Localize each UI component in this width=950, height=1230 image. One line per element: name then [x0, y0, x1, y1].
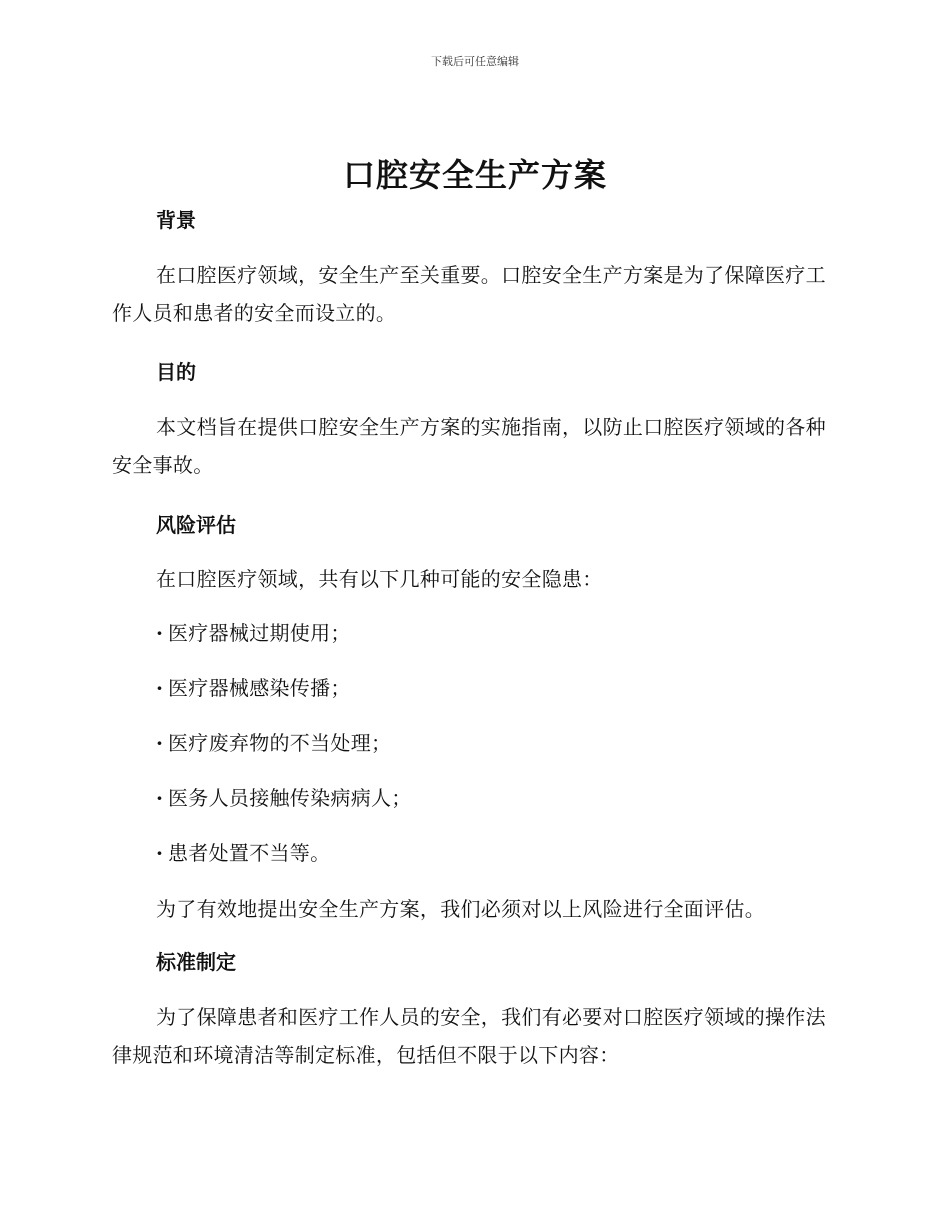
- list-item-text: 医疗废弃物的不当处理；: [168, 731, 392, 755]
- list-item: [156, 675, 351, 701]
- paragraph-background: 在口腔医疗领域，安全生产至关重要。口腔安全生产方案是为了保障医疗工作人员和患者的安全而设立的。: [112, 263, 826, 325]
- bullet-mark: ·: [156, 676, 164, 700]
- list-item-text: 医疗器械过期使用；: [168, 621, 351, 645]
- list-item-text: 患者处置不当等。: [168, 841, 331, 865]
- list-item: [156, 730, 391, 756]
- list-item: [156, 620, 351, 646]
- heading-purpose: 目的: [156, 360, 196, 384]
- heading-background: 背景: [156, 208, 196, 232]
- paragraph-risk-intro: 在口腔医疗领域，共有以下几种可能的安全隐患：: [156, 567, 603, 591]
- paragraph-purpose: 本文档旨在提供口腔安全生产方案的实施指南，以防止口腔医疗领域的各种安全事故。: [112, 415, 826, 477]
- list-item-text: 医务人员接触传染病病人；: [168, 786, 412, 810]
- list-item-text: 医疗器械感染传播；: [168, 676, 351, 700]
- list-item: [156, 785, 412, 811]
- header-note: 下载后可任意编辑: [431, 55, 519, 68]
- heading-standards: 标准制定: [156, 950, 236, 974]
- paragraph-risk-conclusion: 为了有效地提出安全生产方案，我们必须对以上风险进行全面评估。: [156, 897, 765, 921]
- heading-risk: 风险评估: [156, 513, 236, 537]
- paragraph-standards: 为了保障患者和医疗工作人员的安全，我们有必要对口腔医疗领域的操作法律规范和环境清洁等制定标准，包括但不限于以下内容：: [112, 1005, 826, 1067]
- bullet-mark: ·: [156, 841, 164, 865]
- bullet-mark: ·: [156, 731, 164, 755]
- document-title: 口腔安全生产方案: [342, 156, 607, 194]
- bullet-mark: ·: [156, 621, 164, 645]
- list-item: [156, 840, 330, 866]
- bullet-mark: ·: [156, 786, 164, 810]
